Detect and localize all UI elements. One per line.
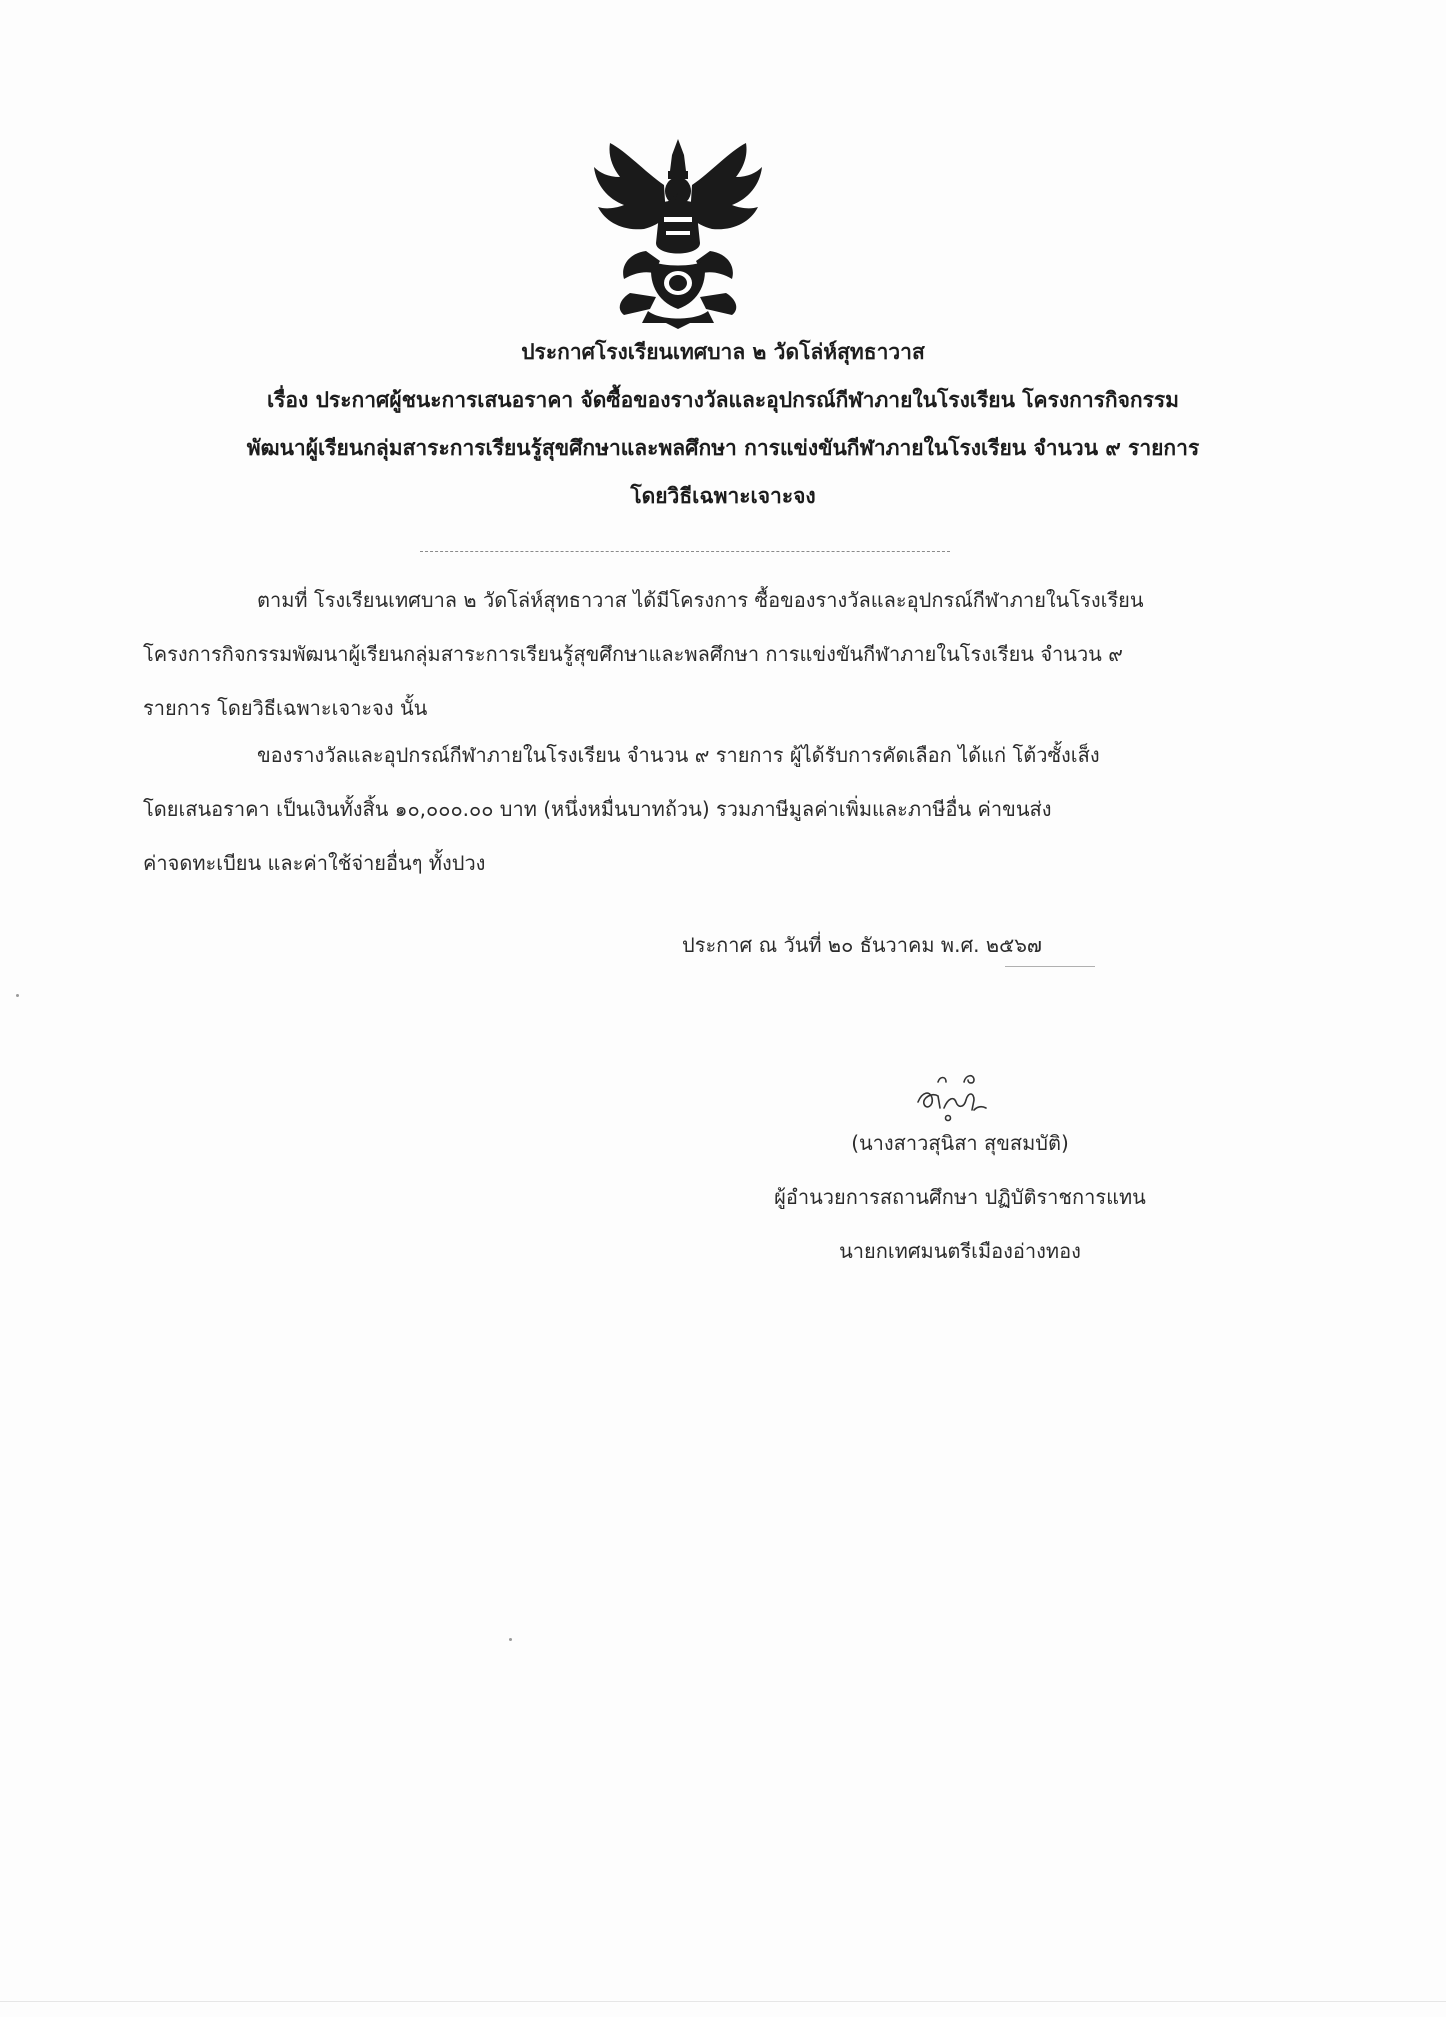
- subject-line-2: พัฒนาผู้เรียนกลุ่มสาระการเรียนรู้สุขศึกษาและพลศึกษา การแข่งขันกีฬาภายในโรงเรียน จำนวน ๙ รายการ: [246, 436, 1200, 460]
- paragraph-2-line-2: โดยเสนอราคา เป็นเงินทั้งสิ้น ๑๐,๐๐๐.๐๐ บาท (หนึ่งหมื่นบาทถ้วน) รวมภาษีมูลค่าเพิ่มและภาษีอื่น ค่าขนส่ง: [143, 797, 1052, 821]
- divider: [420, 551, 950, 552]
- signatory-name: (นางสาวสุนิสา สุขสมบัติ): [851, 1131, 1069, 1155]
- announcement-title: ประกาศโรงเรียนเทศบาล ๒ วัดโล่ห์สุทธาวาส: [521, 340, 925, 364]
- paragraph-2-line-3: ค่าจดทะเบียน และค่าใช้จ่ายอื่นๆ ทั้งปวง: [143, 851, 486, 875]
- subject-line-3: โดยวิธีเฉพาะเจาะจง: [630, 484, 816, 508]
- paragraph-1-line-1: ตามที่ โรงเรียนเทศบาล ๒ วัดโล่ห์สุทธาวาส ได้มีโครงการ ซื้อของรางวัลและอุปกรณ์กีฬาภายในโรงเรียน: [257, 588, 1144, 612]
- scan-edge: [0, 2001, 1446, 2002]
- subject-line-1: เรื่อง ประกาศผู้ชนะการเสนอราคา จัดซื้อของรางวัลและอุปกรณ์กีฬาภายในโรงเรียน โครงการกิจกรรม: [266, 388, 1180, 412]
- paragraph-1-line-3: รายการ โดยวิธีเฉพาะเจาะจง นั้น: [143, 696, 428, 720]
- announcement-date: ประกาศ ณ วันที่ ๒๐ ธันวาคม พ.ศ. ๒๕๖๗: [682, 933, 1042, 957]
- signatory-position-1: ผู้อำนวยการสถานศึกษา ปฏิบัติราชการแทน: [774, 1185, 1146, 1209]
- scan-speck: [509, 1638, 512, 1641]
- garuda-emblem-icon: [590, 133, 766, 329]
- paragraph-2-line-1: ของรางวัลและอุปกรณ์กีฬาภายในโรงเรียน จำนวน ๙ รายการ ผู้ได้รับการคัดเลือก ได้แก่ โต้วซั้งเส็ง: [257, 743, 1100, 767]
- date-underline: [1005, 966, 1095, 967]
- handwritten-signature-icon: [908, 1062, 1008, 1126]
- scan-speck: [16, 994, 19, 997]
- signatory-position-2: นายกเทศมนตรีเมืองอ่างทอง: [839, 1239, 1081, 1263]
- paragraph-1-line-2: โครงการกิจกรรมพัฒนาผู้เรียนกลุ่มสาระการเรียนรู้สุขศึกษาและพลศึกษา การแข่งขันกีฬาภายในโรงเรียน จำนวน ๙: [143, 642, 1123, 666]
